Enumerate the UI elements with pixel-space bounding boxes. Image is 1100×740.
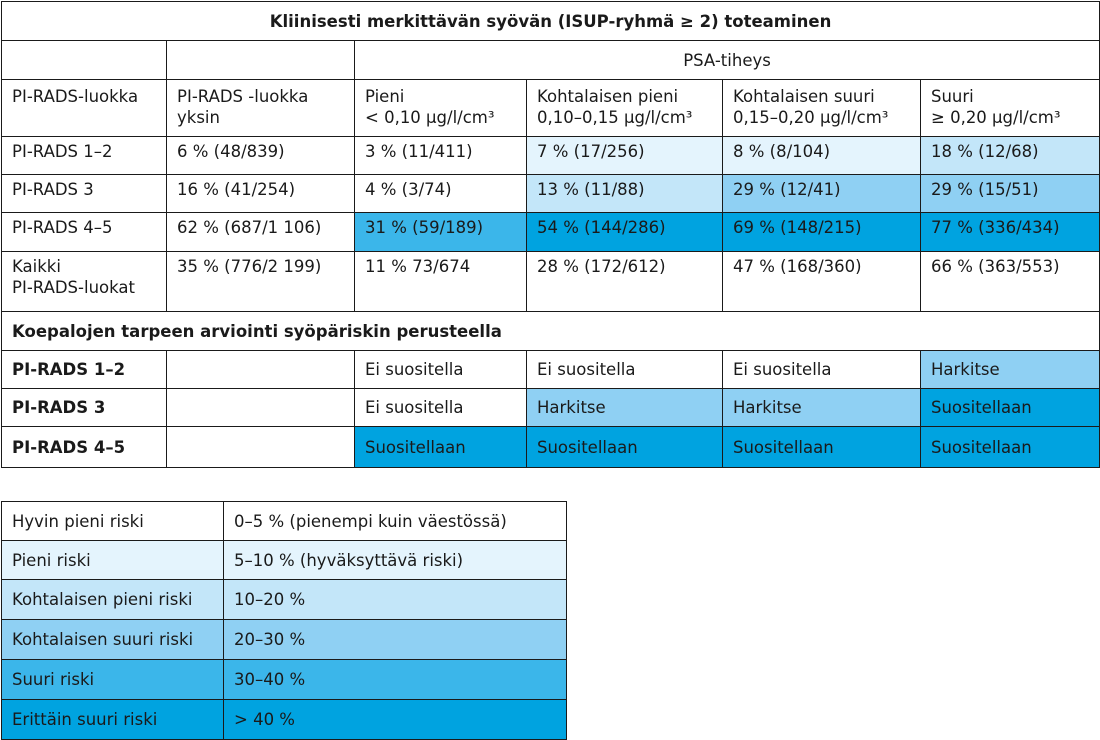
- recommendation-cell: Harkitse: [527, 389, 723, 427]
- legend-range: 10–20 %: [224, 580, 567, 620]
- data-cell: 11 % 73/674: [355, 252, 527, 312]
- row-label: PI-RADS 3: [2, 175, 167, 213]
- legend-row: [2, 620, 567, 660]
- legend-row: [2, 502, 567, 541]
- data-cell: 77 % (336/434): [921, 213, 1100, 252]
- empty-cell: [167, 351, 355, 389]
- data-cell: 29 % (15/51): [921, 175, 1100, 213]
- table-row: [2, 427, 1100, 468]
- data-cell: 29 % (12/41): [723, 175, 921, 213]
- legend-range: 20–30 %: [224, 620, 567, 660]
- data-cell: 16 % (41/254): [167, 175, 355, 213]
- recommendation-cell: Ei suositella: [723, 351, 921, 389]
- data-cell: 54 % (144/286): [527, 213, 723, 252]
- table-row: [2, 175, 1100, 213]
- data-cell: 28 % (172/612): [527, 252, 723, 312]
- empty-cell: [167, 427, 355, 468]
- legend-label: Hyvin pieni riski: [2, 502, 224, 541]
- recommendation-cell: Suositellaan: [355, 427, 527, 468]
- data-cell: 18 % (12/68): [921, 137, 1100, 175]
- section-title: Koepalojen tarpeen arviointi syöpäriskin perusteella: [2, 312, 1100, 351]
- data-cell: 7 % (17/256): [527, 137, 723, 175]
- recommendation-cell: Suositellaan: [921, 389, 1100, 427]
- row-label: PI-RADS 4–5: [2, 213, 167, 252]
- header-psa-moderately-high: Kohtalaisen suuri 0,15–0,20 µg/l/cm³: [723, 80, 921, 137]
- data-cell: 6 % (48/839): [167, 137, 355, 175]
- legend-row: [2, 541, 567, 580]
- legend-label: Suuri riski: [2, 660, 224, 700]
- table-title: Kliinisesti merkittävän syövän (ISUP-ryhmä ≥ 2) toteaminen: [2, 2, 1100, 41]
- row-label: PI-RADS 3: [2, 389, 167, 427]
- data-cell: 13 % (11/88): [527, 175, 723, 213]
- data-cell: 62 % (687/1 106): [167, 213, 355, 252]
- row-label: PI-RADS 1–2: [2, 351, 167, 389]
- table-row: [2, 389, 1100, 427]
- data-cell: 35 % (776/2 199): [167, 252, 355, 312]
- data-cell: 66 % (363/553): [921, 252, 1100, 312]
- header-psa-moderately-low: Kohtalaisen pieni 0,10–0,15 µg/l/cm³: [527, 80, 723, 137]
- empty-cell: [167, 41, 355, 80]
- header-pirads-alone: PI-RADS -luokka yksin: [167, 80, 355, 137]
- data-cell: 3 % (11/411): [355, 137, 527, 175]
- recommendation-cell: Ei suositella: [355, 389, 527, 427]
- data-cell: 69 % (148/215): [723, 213, 921, 252]
- risk-table: [1, 1, 1100, 468]
- recommendation-cell: Suositellaan: [527, 427, 723, 468]
- empty-cell: [167, 389, 355, 427]
- recommendation-cell: Harkitse: [921, 351, 1100, 389]
- risk-legend: [1, 501, 567, 740]
- legend-range: 30–40 %: [224, 660, 567, 700]
- legend-label: Kohtalaisen pieni riski: [2, 580, 224, 620]
- row-label: PI-RADS 1–2: [2, 137, 167, 175]
- recommendation-cell: Suositellaan: [921, 427, 1100, 468]
- legend-label: Erittäin suuri riski: [2, 700, 224, 740]
- empty-cell: [2, 41, 167, 80]
- legend-row: [2, 700, 567, 740]
- table-row: [2, 252, 1100, 312]
- legend-row: [2, 580, 567, 620]
- legend-label: Kohtalaisen suuri riski: [2, 620, 224, 660]
- table-row: [2, 351, 1100, 389]
- header-pirads-class: PI-RADS-luokka: [2, 80, 167, 137]
- recommendation-cell: Ei suositella: [527, 351, 723, 389]
- legend-row: [2, 660, 567, 700]
- legend-range: > 40 %: [224, 700, 567, 740]
- row-label: Kaikki PI-RADS-luokat: [2, 252, 167, 312]
- data-cell: 8 % (8/104): [723, 137, 921, 175]
- legend-range: 5–10 % (hyväksyttävä riski): [224, 541, 567, 580]
- table-row: [2, 213, 1100, 252]
- legend-label: Pieni riski: [2, 541, 224, 580]
- recommendation-cell: Ei suositella: [355, 351, 527, 389]
- row-label: PI-RADS 4–5: [2, 427, 167, 468]
- header-psa-high: Suuri ≥ 0,20 µg/l/cm³: [921, 80, 1100, 137]
- table-row: [2, 137, 1100, 175]
- data-cell: 31 % (59/189): [355, 213, 527, 252]
- recommendation-cell: Suositellaan: [723, 427, 921, 468]
- header-psa-low: Pieni < 0,10 µg/l/cm³: [355, 80, 527, 137]
- recommendation-cell: Harkitse: [723, 389, 921, 427]
- legend-range: 0–5 % (pienempi kuin väestössä): [224, 502, 567, 541]
- data-cell: 4 % (3/74): [355, 175, 527, 213]
- psa-density-header: PSA-tiheys: [355, 41, 1100, 80]
- data-cell: 47 % (168/360): [723, 252, 921, 312]
